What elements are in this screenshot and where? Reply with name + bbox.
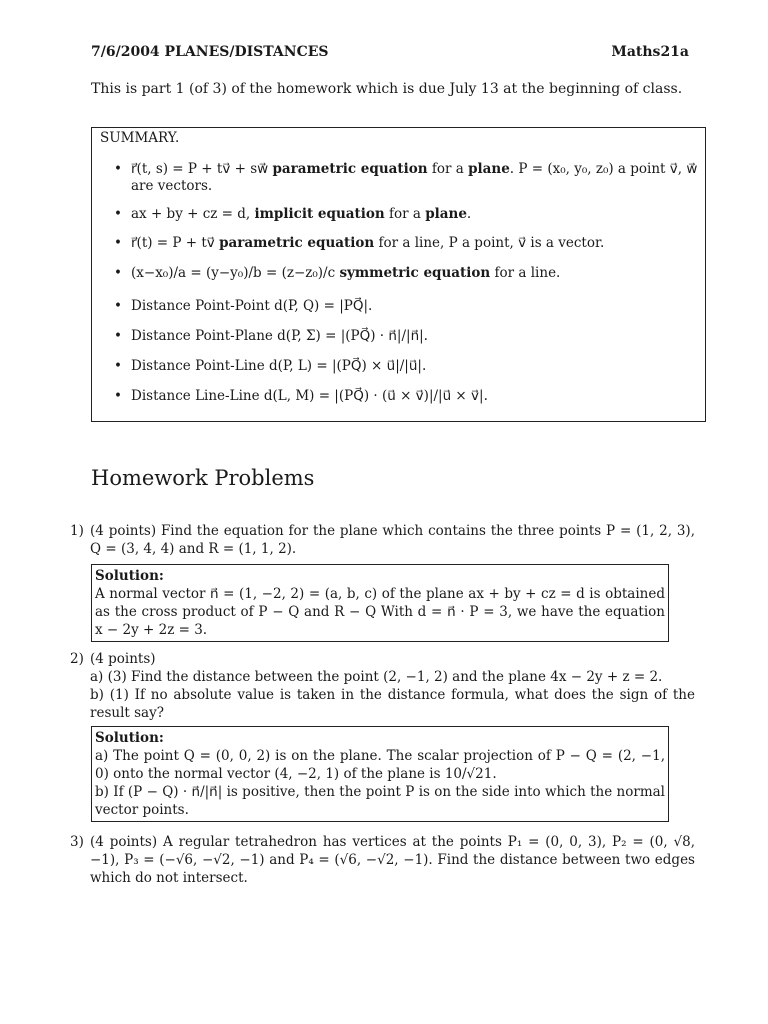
problem-text: (4 points) A regular tetrahedron has vertices at the points P₁ = (0, 0, 3), P₂ = (0, √8, −1), P₃ = (−√6, −√2, −1) and P₄ = (√6, −√2, −1). Find the distance between two edges which do not intersect. <box>90 834 695 886</box>
solution-text: A normal vector n⃗ = (1, −2, 2) = (a, b, c) of the plane ax + by + cz = d is obtained as the cross product of P − Q and R − Q With d = n⃗ · P = 3, we have the equation x − 2y + 2z = 3. <box>95 586 665 638</box>
summary-item: • Distance Point-Plane d(P, Σ) = |(PQ⃗) · n⃗|/|n⃗|. <box>114 328 428 344</box>
bullet-icon: • <box>114 388 122 404</box>
bullet-icon: • <box>114 358 122 374</box>
bullet-icon: • <box>114 328 122 344</box>
summary-item: • ax + by + cz = d, implicit equation for a plane. <box>114 206 472 222</box>
bullet-icon: • <box>114 206 122 222</box>
problem-number: 3) <box>70 834 84 850</box>
problem-text: (4 points) Find the equation for the plane which contains the three points P = (1, 2, 3), Q = (3, 4, 4) and R = (1, 1, 2). <box>90 523 695 557</box>
problem-2 <box>70 650 695 722</box>
summary-item: • Distance Point-Line d(P, L) = |(PQ⃗) × u⃗|/|u⃗|. <box>114 358 427 374</box>
summary-box <box>91 127 706 422</box>
bullet-icon: • <box>114 161 122 177</box>
solution-title: Solution: <box>95 730 164 746</box>
problem-part-b: b) (1) If no absolute value is taken in the distance formula, what does the sign of the result say? <box>90 687 695 721</box>
section-title: Homework Problems <box>91 466 315 490</box>
problem-part-a: a) (3) Find the distance between the point (2, −1, 2) and the plane 4x − 2y + z = 2. <box>90 669 663 685</box>
problem-number: 2) <box>70 651 84 667</box>
header-date-topic: 7/6/2004 PLANES/DISTANCES <box>91 44 329 60</box>
solution-part-a: a) The point Q = (0, 0, 2) is on the plane. The scalar projection of P − Q = (2, −1, 0) onto the normal vector (4, −2, 1) of the plane is 10/√21. <box>95 748 665 782</box>
summary-item: • r⃗(t, s) = P + tv⃗ + sw⃗ parametric equation for a plane. P = (x₀, y₀, z₀) a point v⃗, w⃗ are vectors. <box>114 161 698 194</box>
summary-item: • Distance Line-Line d(L, M) = |(PQ⃗) · (u⃗ × v⃗)|/|u⃗ × v⃗|. <box>114 388 488 404</box>
bullet-icon: • <box>114 265 122 281</box>
solution-box-2 <box>91 726 669 822</box>
bullet-icon: • <box>114 235 122 251</box>
summary-item: • r⃗(t) = P + tv⃗ parametric equation for a line, P a point, v⃗ is a vector. <box>114 235 605 251</box>
header-course: Maths21a <box>611 44 689 60</box>
problem-1 <box>70 522 695 558</box>
summary-title: SUMMARY. <box>100 130 180 146</box>
solution-title: Solution: <box>95 568 164 584</box>
problem-text: (4 points) <box>90 651 156 667</box>
problem-number: 1) <box>70 523 84 539</box>
solution-part-b: b) If (P − Q) · n⃗/|n⃗| is positive, then the point P is on the side into which the normal vector points. <box>95 784 665 818</box>
summary-item: • Distance Point-Point d(P, Q) = |PQ⃗|. <box>114 298 373 314</box>
solution-box-1 <box>91 564 669 642</box>
summary-item: • (x−x₀)/a = (y−y₀)/b = (z−z₀)/c symmetric equation for a line. <box>114 265 561 281</box>
problem-3 <box>70 833 695 887</box>
page-header <box>91 44 689 60</box>
intro-text: This is part 1 (of 3) of the homework which is due July 13 at the beginning of class. <box>91 81 683 97</box>
bullet-icon: • <box>114 298 122 314</box>
